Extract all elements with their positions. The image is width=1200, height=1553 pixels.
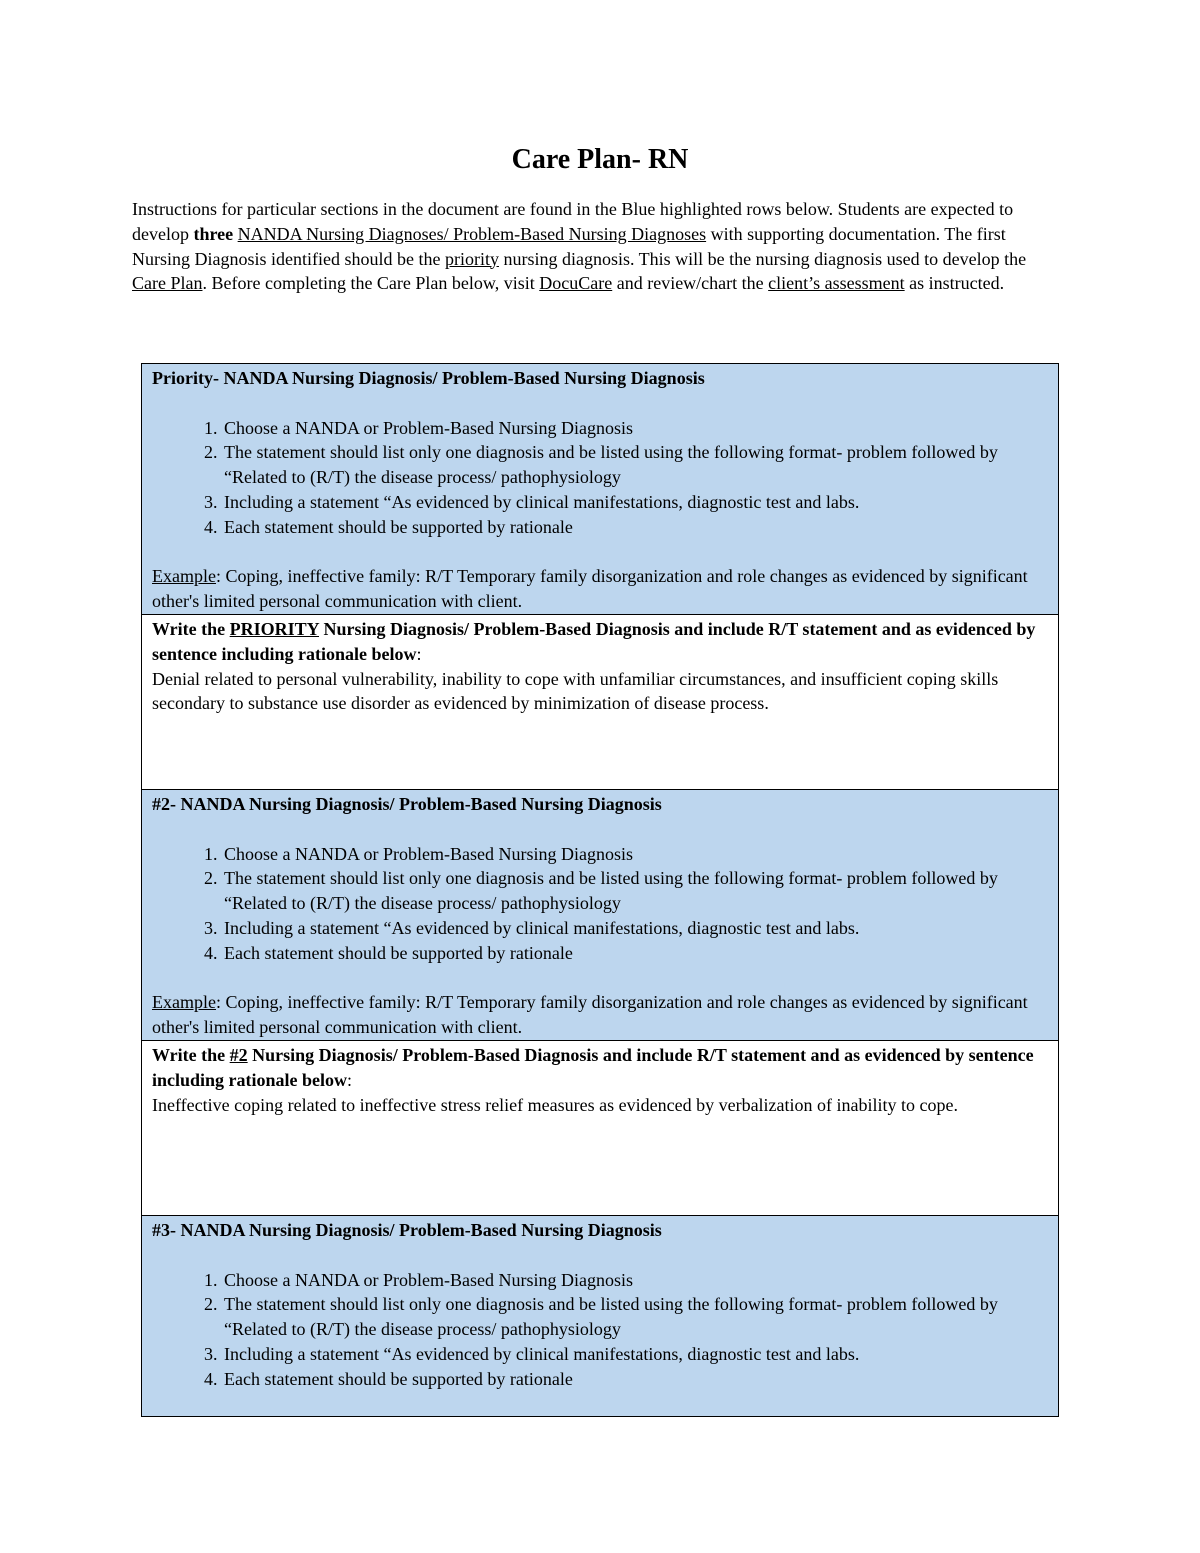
table-row [142,614,1059,789]
write-colon: : [347,1069,353,1090]
write-prefix: Write the [152,1044,230,1065]
second-answer-cell[interactable] [142,1040,1059,1215]
list-item: 1. Choose a NANDA or Problem-Based Nursing Diagnosis [222,416,1048,441]
intro-priority-link[interactable]: priority [444,248,499,269]
list-item: 4. Each statement should be supported by rationale [222,515,1048,540]
write-colon: : [416,643,422,664]
intro-nanda-link[interactable]: NANDA Nursing Diagnoses/ Problem-Based Nursing Diagnoses [237,223,707,244]
intro-text-4: nursing diagnosis. This will be the nursing diagnosis used to develop the [498,248,1027,269]
write-suffix: Nursing Diagnosis/ Problem-Based Diagnosis and include R/T statement and as evidenced by sentence including rationale below [152,618,1036,664]
write-key: PRIORITY [229,618,319,639]
list-item: 2. The statement should list only one diagnosis and be listed using the following format- problem followed by “Related to (R/T) the disease process/ pathophysiology [222,866,1048,916]
example-text: : Coping, ineffective family: R/T Temporary family disorganization and role changes as evidenced by significant other's limited personal communication with client. [152,566,1028,612]
list-item: 3. Including a statement “As evidenced by clinical manifestations, diagnostic test and labs. [222,490,1048,515]
second-heading: #2- NANDA Nursing Diagnosis/ Problem-Based Nursing Diagnosis [152,793,662,814]
intro-paragraph [132,197,1062,296]
third-steps-list [152,1268,1048,1392]
intro-careplan-link[interactable]: Care Plan [132,273,203,294]
example-text: : Coping, ineffective family: R/T Temporary family disorganization and role changes as evidenced by significant other's limited personal communication with client. [152,992,1028,1038]
example-label: Example [152,992,216,1013]
write-key: #2 [229,1044,248,1065]
example-label: Example [152,566,216,587]
table-row [142,364,1059,615]
write-suffix: Nursing Diagnosis/ Problem-Based Diagnosis and include R/T statement and as evidenced by sentence including rationale below [152,1044,1034,1090]
intro-assessment-link[interactable]: client’s assessment [768,273,905,294]
intro-text-7: as instructed. [904,273,1005,294]
intro-docucare-link[interactable]: DocuCare [539,273,613,294]
write-prefix: Write the [152,618,230,639]
table-row [142,1215,1059,1416]
page-title: Care Plan- RN [511,144,689,175]
second-instruction-cell [142,789,1059,1040]
intro-text-5: . Before completing the Care Plan below, visit [202,273,540,294]
priority-answer-cell[interactable] [142,614,1059,789]
list-item: 2. The statement should list only one diagnosis and be listed using the following format- problem followed by “Related to (R/T) the disease process/ pathophysiology [222,440,1048,490]
priority-heading: Priority- NANDA Nursing Diagnosis/ Problem-Based Nursing Diagnosis [152,368,705,388]
list-item: 1. Choose a NANDA or Problem-Based Nursing Diagnosis [222,1268,1048,1293]
intro-bold-three: three [193,223,234,244]
list-item: 4. Each statement should be supported by rationale [222,1367,1048,1392]
priority-instruction-cell [142,364,1059,615]
priority-steps-list [152,416,1048,540]
second-steps-list [152,842,1048,966]
list-item: 3. Including a statement “As evidenced by clinical manifestations, diagnostic test and labs. [222,1342,1048,1367]
priority-diagnosis-answer[interactable]: Denial related to personal vulnerability, inability to cope with unfamiliar circumstances, and insufficient coping skills secondary to substance use disorder as evidenced by minimization of disease process. [152,668,999,714]
list-item: 4. Each statement should be supported by rationale [222,941,1048,966]
list-item: 1. Choose a NANDA or Problem-Based Nursing Diagnosis [222,842,1048,867]
third-instruction-cell [142,1215,1059,1416]
table-row [142,1040,1059,1215]
priority-write-heading [152,617,1048,667]
second-diagnosis-answer[interactable]: Ineffective coping related to ineffective stress relief measures as evidenced by verbalization of inability to cope. [152,1094,959,1115]
second-write-heading [152,1043,1048,1093]
intro-text-3: with supporting documentation. The first Nursing Diagnosis identified should be the [132,223,1006,269]
second-example [152,990,1048,1040]
intro-text-1: Instructions for particular sections in the document are found in the Blue highlighted rows below. Students are expected to develop [132,199,1014,244]
third-heading: #3- NANDA Nursing Diagnosis/ Problem-Based Nursing Diagnosis [152,1219,662,1240]
care-plan-table [141,363,1059,1417]
list-item: 2. The statement should list only one diagnosis and be listed using the following format- problem followed by “Related to (R/T) the disease process/ pathophysiology [222,1292,1048,1342]
list-item: 3. Including a statement “As evidenced by clinical manifestations, diagnostic test and labs. [222,916,1048,941]
priority-example [152,564,1048,614]
table-row [142,789,1059,1040]
intro-text-6: and review/chart the [612,273,769,294]
